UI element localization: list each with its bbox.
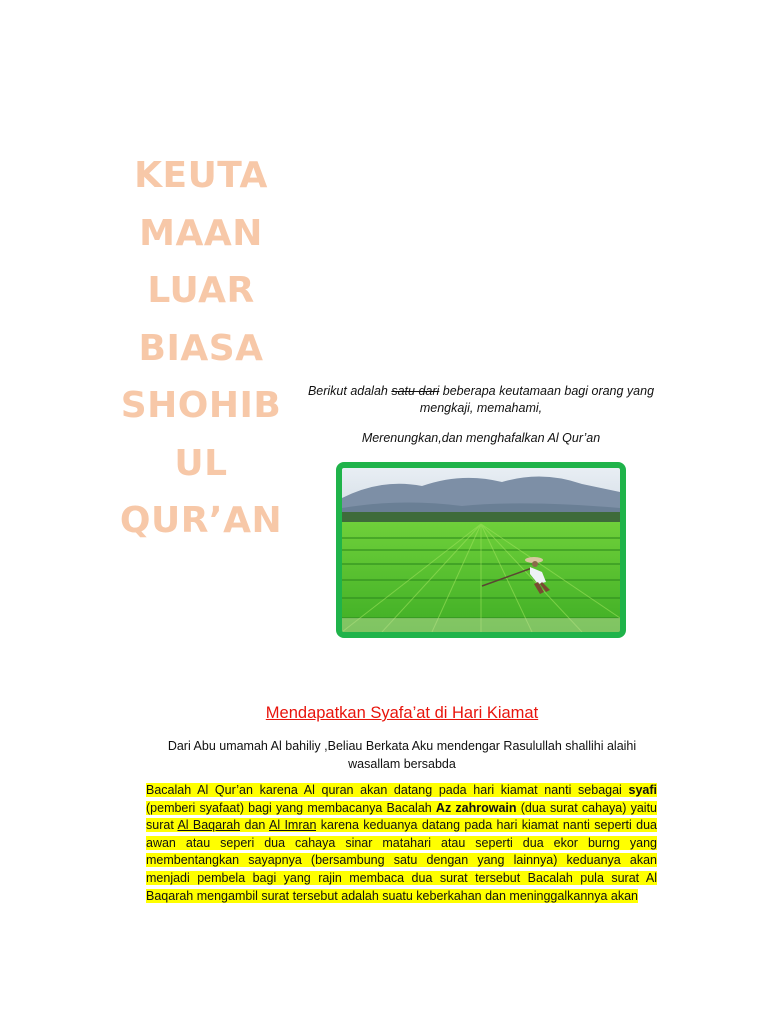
paragraph-text: Bacalah Al Qur’an karena Al quran akan datang pada hari kiamat nanti sebagai xyxy=(146,783,629,797)
intro-text xyxy=(305,383,657,447)
hadith-source: Dari Abu umamah Al bahiliy ,Beliau Berkata Aku mendengar Rasulullah shallihi alaihi wasallam bersabda xyxy=(167,739,637,771)
title-line: KEUTA xyxy=(134,155,268,196)
title-line: UL xyxy=(174,442,228,484)
underlined-term: Al Baqarah xyxy=(177,818,241,833)
intro-part: Berikut adalah xyxy=(307,384,392,398)
paragraph-text: karena keduanya datang pada hari kiamat nanti seperti dua awan atau seperi dua cahaya sinar matahari atau seperti dua ekor burng yang membentangkan sayapnya (bersambung satu dengan yang lainnya) keduanya akan menjadi pembela bagi yang rajin membaca dua surat tersebut Bacalah pula surat Al Baqarah mengambil surat tersebut adalah suatu keberkahan dan meninggalkannya akan xyxy=(146,818,657,903)
title-line: QUR’AN xyxy=(119,500,283,541)
intro-paragraph-2: Merenungkan,dan menghafalkan Al Qur’an xyxy=(361,431,601,445)
page-title xyxy=(110,147,292,550)
paragraph-text: (pemberi syafaat) bagi yang membacanya Bacalah xyxy=(146,800,436,815)
section-heading: Mendapatkan Syafa’at di Hari Kiamat xyxy=(265,704,539,722)
paragraph-text: dan xyxy=(240,818,269,833)
intro-part: beberapa keutamaan bagi orang yang mengkaji, memahami, xyxy=(419,384,655,415)
title-line: SHOHIB xyxy=(120,385,282,426)
intro-strike-text: satu dari xyxy=(391,384,440,398)
rice-field-photo xyxy=(336,462,626,638)
title-line: MAAN xyxy=(139,212,263,254)
rice-field-farmer-image xyxy=(342,468,620,632)
hadith-paragraph xyxy=(146,782,657,905)
bold-term: Az zahrowain xyxy=(435,800,517,815)
title-line: LUAR xyxy=(147,270,255,311)
bold-term: syafi xyxy=(628,783,657,797)
underlined-term: Al Imran xyxy=(269,818,317,833)
title-line: BIASA xyxy=(138,327,264,369)
paragraph-text: (dua surat cahaya) yaitu surat xyxy=(146,800,658,833)
intro-paragraph xyxy=(305,383,657,417)
